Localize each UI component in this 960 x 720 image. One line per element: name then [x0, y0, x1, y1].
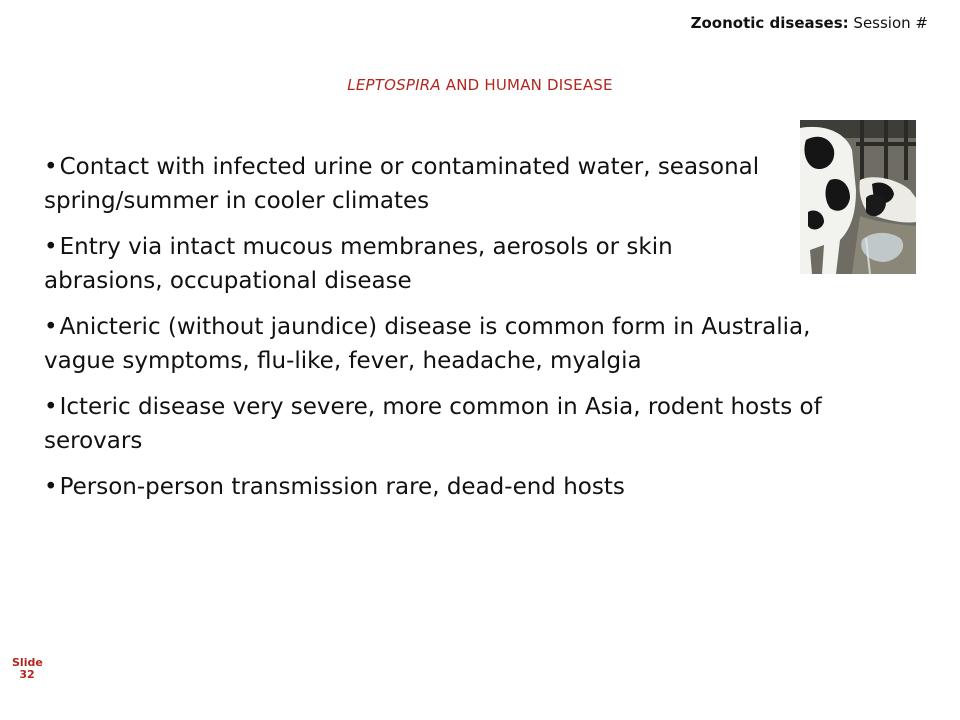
bullet-list [44, 150, 874, 516]
bullet-glyph: • [44, 154, 58, 180]
bullet-text: Anicteric (without jaundice) disease is common form in Australia, vague symptoms, flu-like, fever, headache, myalgia [44, 314, 811, 374]
bullet-glyph: • [44, 234, 58, 260]
slide-number-label: Slide [12, 656, 43, 669]
bullet-item [44, 390, 874, 458]
slide-title [0, 76, 960, 94]
bullet-text: Icteric disease very severe, more common in Asia, rodent hosts of serovars [44, 394, 822, 454]
bullet-item [44, 310, 874, 378]
title-rest: AND HUMAN DISEASE [440, 76, 613, 94]
bullet-glyph: • [44, 314, 58, 340]
bullet-item [44, 230, 784, 298]
bullet-item [44, 470, 874, 504]
bullet-item [44, 150, 784, 218]
session-header [691, 14, 928, 32]
slide-number-value: 32 [19, 668, 35, 681]
bullet-text: Entry via intact mucous membranes, aerosols or skin abrasions, occupational disease [44, 234, 673, 294]
session-label: Session # [853, 14, 928, 32]
bullet-text: Contact with infected urine or contaminated water, seasonal spring/summer in cooler climates [44, 154, 760, 214]
course-name: Zoonotic diseases: [690, 14, 849, 32]
bullet-text: Person-person transmission rare, dead-end hosts [59, 474, 625, 500]
slide-number [12, 657, 42, 681]
bullet-glyph: • [44, 474, 58, 500]
title-italic: LEPTOSPIRA [347, 76, 441, 94]
bullet-glyph: • [44, 394, 58, 420]
